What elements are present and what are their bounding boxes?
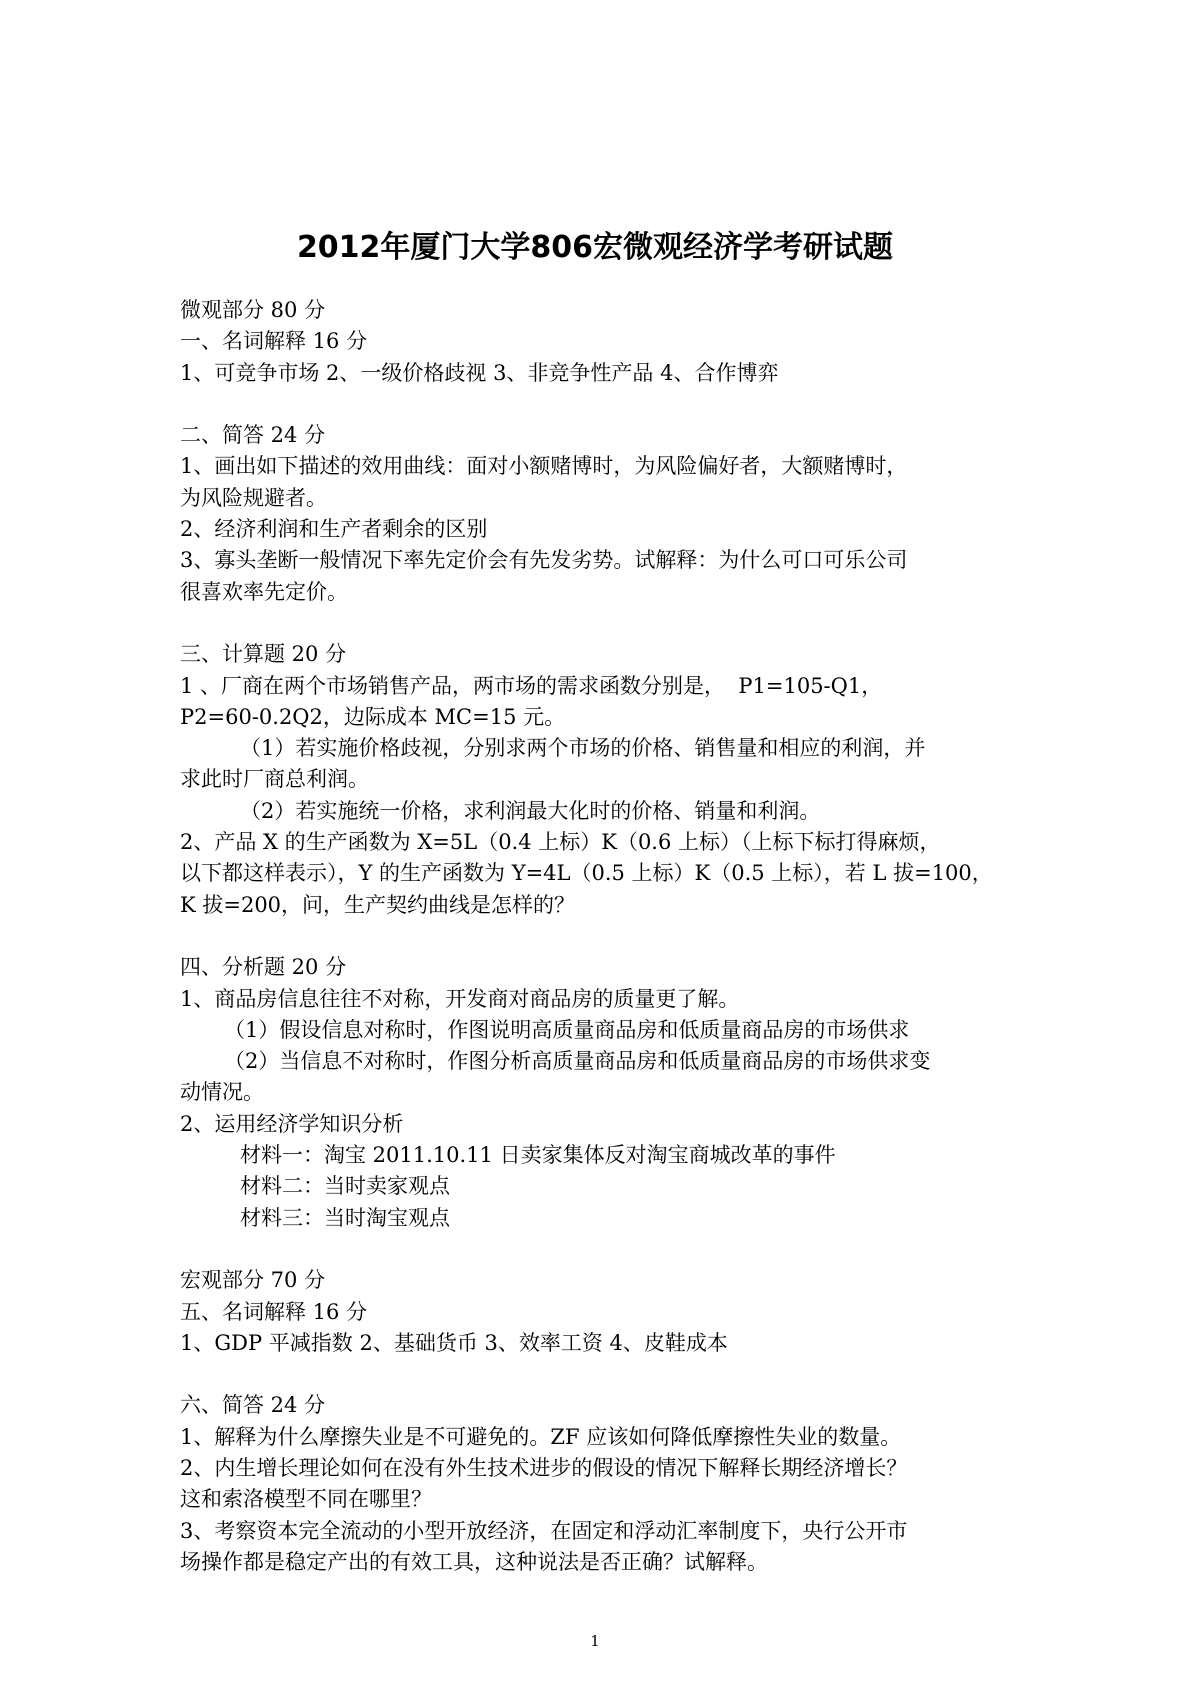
- page-number: 1: [590, 1632, 600, 1650]
- blank-line: [180, 608, 1025, 639]
- question-text: 2、运用经济学知识分析: [180, 1111, 404, 1136]
- question-text: 求此时厂商总利润。: [180, 767, 369, 792]
- question-text: 很喜欢率先定价。: [180, 579, 348, 604]
- section-heading: 四、分析题 20 分: [180, 955, 347, 980]
- question-text: 1、商品房信息往往不对称，开发商对商品房的质量更了解。: [180, 986, 740, 1011]
- material-text: 材料二：当时卖家观点: [240, 1174, 450, 1199]
- blank-line: [180, 1234, 1025, 1265]
- question-text: 1、画出如下描述的效用曲线：面对小额赌博时，为风险偏好者，大额赌博时，: [180, 454, 908, 479]
- question-text: 2、产品 X 的生产函数为 X=5L（0.4 上标）K（0.6 上标）（上标下标打得麻烦，: [180, 830, 941, 855]
- question-text: 这和索洛模型不同在哪里？: [180, 1487, 432, 1512]
- document-body: [180, 295, 1025, 1578]
- section-heading: 五、名词解释 16 分: [180, 1299, 368, 1324]
- question-text: 1、解释为什么摩擦失业是不可避免的。ZF 应该如何降低摩擦性失业的数量。: [180, 1424, 902, 1449]
- question-text: 为风险规避者。: [180, 485, 327, 510]
- sub-question-text: （1）假设信息对称时，作图说明高质量商品房和低质量商品房的市场供求: [224, 1017, 910, 1042]
- section-heading: 微观部分 80 分: [180, 298, 326, 322]
- question-text: 1、可竞争市场 2、一级价格歧视 3、非竞争性产品 4、合作博弈: [180, 360, 779, 385]
- question-text: 以下都这样表示），Y 的生产函数为 Y=4L（0.5 上标）K（0.5 上标），若 L 拔=100，: [180, 861, 993, 886]
- sub-question-text: （2）当信息不对称时，作图分析高质量商品房和低质量商品房的市场供求变: [224, 1049, 931, 1074]
- section-heading: 六、简答 24 分: [180, 1393, 326, 1418]
- question-text: 3、寡头垄断一般情况下率先定价会有先发劣势。试解释：为什么可口可乐公司: [180, 548, 908, 573]
- question-text: 3、考察资本完全流动的小型开放经济，在固定和浮动汇率制度下，央行公开市: [180, 1518, 908, 1543]
- question-text: 2、经济利润和生产者剩余的区别: [180, 517, 488, 542]
- blank-line: [180, 389, 1025, 420]
- blank-line: [180, 1359, 1025, 1390]
- question-text: 场操作都是稳定产出的有效工具，这种说法是否正确？试解释。: [180, 1549, 768, 1574]
- material-text: 材料三：当时淘宝观点: [240, 1205, 450, 1230]
- question-text: P2=60-0.2Q2，边际成本 MC=15 元。: [180, 704, 566, 729]
- section-heading: 三、计算题 20 分: [180, 642, 347, 667]
- section-heading: 二、简答 24 分: [180, 423, 326, 448]
- question-text: 2、内生增长理论如何在没有外生技术进步的假设的情况下解释长期经济增长？: [180, 1455, 908, 1480]
- blank-line: [180, 921, 1025, 952]
- sub-question-text: （1）若实施价格歧视，分别求两个市场的价格、销售量和相应的利润，并: [240, 736, 926, 761]
- page-title: 2012年厦门大学806宏微观经济学考研试题: [296, 230, 894, 265]
- question-text: 动情况。: [180, 1080, 264, 1105]
- section-heading: 宏观部分 70 分: [180, 1268, 326, 1293]
- question-text: 1、GDP 平减指数 2、基础货币 3、效率工资 4、皮鞋成本: [180, 1330, 728, 1355]
- question-text: 1 、厂商在两个市场销售产品，两市场的需求函数分别是， P1=105-Q1，: [180, 673, 883, 698]
- section-heading: 一、名词解释 16 分: [180, 329, 368, 354]
- sub-question-text: （2）若实施统一价格，求利润最大化时的价格、销量和利润。: [240, 798, 821, 823]
- question-text: K 拔=200，问，生产契约曲线是怎样的？: [180, 892, 576, 917]
- material-text: 材料一：淘宝 2011.10.11 日卖家集体反对淘宝商城改革的事件: [240, 1143, 836, 1168]
